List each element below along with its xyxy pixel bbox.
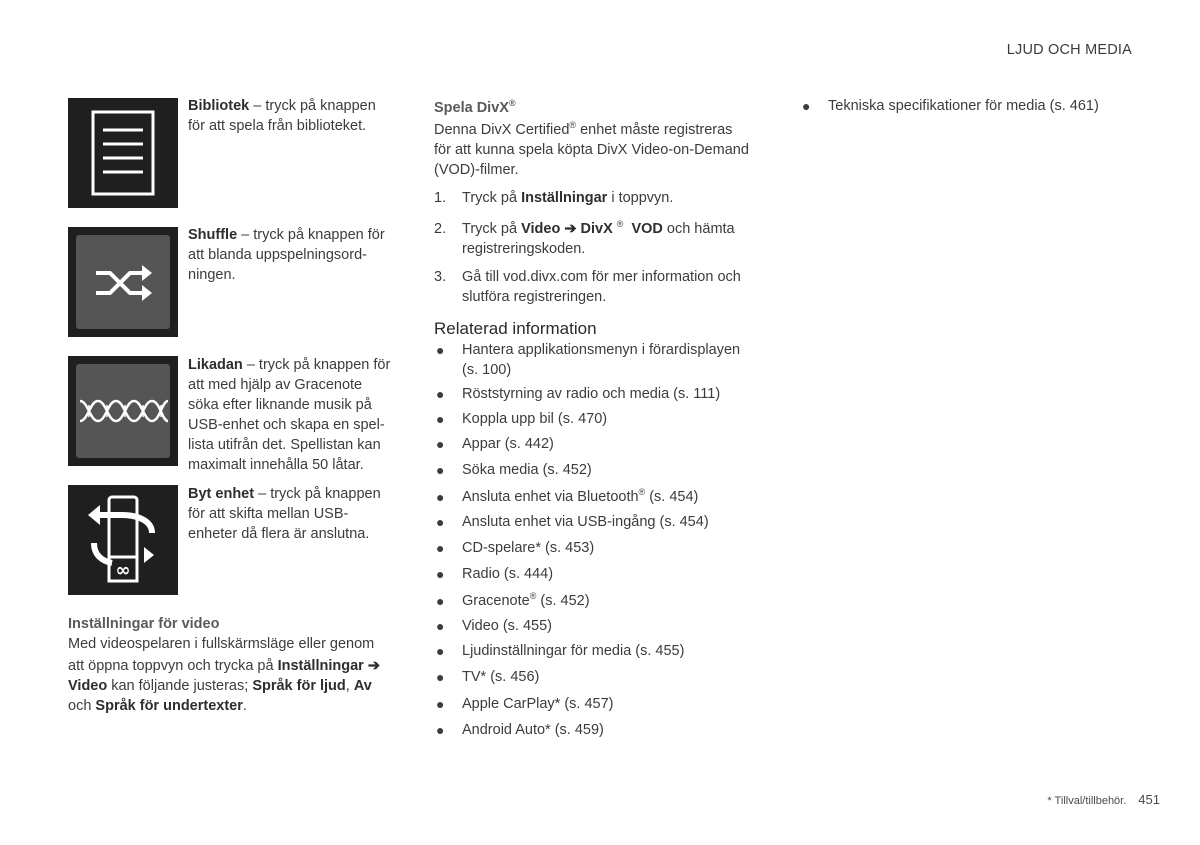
bullet-icon: ● <box>436 669 445 685</box>
svg-text:∞: ∞ <box>115 560 131 581</box>
bullet-icon: ● <box>436 566 445 582</box>
library-icon <box>68 98 178 208</box>
shuffle-icon <box>68 227 178 337</box>
bullet-icon: ● <box>802 98 811 114</box>
page-number: 451 <box>1138 792 1160 807</box>
bullet-icon: ● <box>436 722 445 738</box>
bullet-icon: ● <box>436 540 445 556</box>
bullet-icon: ● <box>436 618 445 634</box>
related-info-heading: Relaterad information <box>434 319 597 338</box>
section-header: LJUD OCH MEDIA <box>1006 42 1132 58</box>
switch-device-icon <box>68 485 178 595</box>
bullet-icon: ● <box>436 696 445 712</box>
switch-device-icon-box <box>68 485 178 595</box>
footer-note: * Tillval/tillbehör. <box>1047 795 1127 807</box>
bullet-icon: ● <box>436 593 445 609</box>
similar-title: Likadan <box>188 357 243 373</box>
arrow-right-icon: ➔ <box>564 221 577 237</box>
divx-text: Denna DivX Certified® enhet måste registreras för att kunna spela köpta DivX Video-on-Demand (VOD)-filmer. <box>434 120 749 178</box>
page-footer <box>1047 790 1160 811</box>
shuffle-icon-box <box>68 227 178 337</box>
bullet-icon: ● <box>436 386 445 402</box>
shuffle-description: Shuffle – tryck på knappen för att blanda uppspelningsord- ningen. <box>188 227 385 283</box>
arrow-right-icon: ➔ <box>367 658 380 674</box>
library-description: Bibliotek – tryck på knappen för att spela från biblioteket. <box>188 98 376 134</box>
switch-device-title: Byt enhet <box>188 486 255 502</box>
video-settings-heading: Inställningar för video <box>68 616 220 632</box>
bullet-icon: ● <box>436 514 445 530</box>
bullet-icon: ● <box>436 643 445 659</box>
bullet-icon: ● <box>436 342 445 358</box>
dna-icon <box>68 356 178 466</box>
video-settings-text: Med videospelaren i fullskärmsläge eller genom att öppna toppvyn och trycka på Inställningar ➔ Video kan följande justeras; Språk för ljud, Av och Språk för undertexter. <box>68 636 380 714</box>
bullet-icon: ● <box>436 411 445 427</box>
divx-heading: Spela DivX® <box>434 98 516 116</box>
shuffle-title: Shuffle <box>188 227 238 243</box>
similar-description: Likadan – tryck på knappen för att med hjälp av Gracenote söka efter liknande musik på USB-enhet och skapa en spel- lista utifrån det. Spellistan kan maximalt innehålla 50 låtar. <box>188 357 391 473</box>
library-title: Bibliotek <box>188 98 250 114</box>
bullet-icon: ● <box>436 489 445 505</box>
similar-icon-box <box>68 356 178 466</box>
bullet-icon: ● <box>436 436 445 452</box>
bullet-icon: ● <box>436 462 445 478</box>
switch-device-description: Byt enhet – tryck på knappen för att skifta mellan USB- enheter då flera är anslutna. <box>188 486 381 542</box>
